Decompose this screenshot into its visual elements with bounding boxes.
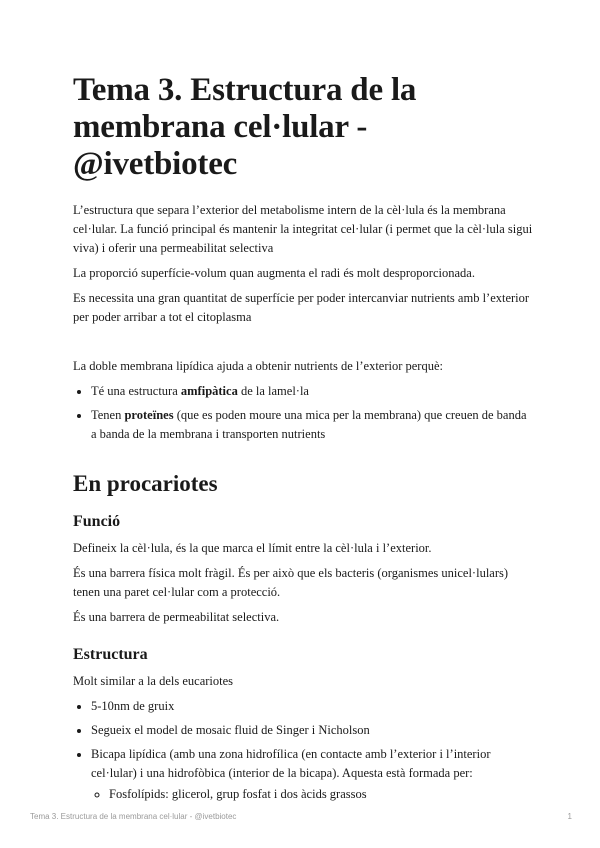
subheading-estructura: Estructura (73, 646, 148, 663)
list-item: • 5-10nm de gruix (91, 697, 533, 716)
funcio-paragraph-3: És una barrera de permeabilitat selectiva. (73, 610, 280, 624)
page-title: Tema 3. Estructura de la membrana cel·lular - @ivetbiotec (73, 72, 417, 182)
document-page (73, 72, 533, 809)
section-heading-procariotes: En procariotes (73, 471, 218, 496)
estructura-sublist (91, 785, 533, 804)
bilayer-lead: La doble membrana lipídica ajuda a obtenir nutrients de l’exterior perquè: (73, 359, 443, 373)
list-item: • Bicapa lipídica (amb una zona hidrofílica (en contacte amb l’exterior i l’interior cel·lular) i una hidrofòbica (interior de la bicapa). Aquesta està formada per: ◦ Fosfolípids: glicerol, grup fosfat i dos àcids grassos (91, 745, 533, 804)
intro-paragraph-1: L’estructura que separa l’exterior del metabolisme intern de la cèl·lula és la membrana cel·lular. La funció principal és mantenir la integritat cel·lular (i permet que la cèl·lula sigui viva) i oferir una permeabilitat selectiva (73, 203, 533, 255)
bilayer-list (73, 382, 533, 444)
list-item: • Tenen proteïnes (que es poden moure una mica per la membrana) que creuen de banda a banda de la membrana i transporten nutrients (91, 406, 533, 444)
funcio-paragraph-1: Defineix la cèl·lula, és la que marca el límit entre la cèl·lula i l’exterior. (73, 541, 432, 555)
page-footer (30, 812, 572, 821)
subheading-funcio: Funció (73, 513, 121, 530)
estructura-list (73, 697, 533, 804)
estructura-lead: Molt similar a la dels eucariotes (73, 674, 234, 688)
intro-paragraph-3: Es necessita una gran quantitat de superfície per poder intercanviar nutrients amb l’exterior per poder arribar a tot el citoplasma (73, 291, 530, 324)
intro-paragraph-2: La proporció superfície-volum quan augmenta el radi és molt desproporcionada. (73, 266, 475, 280)
list-item: • Té una estructura amfipàtica de la lamel·la (91, 382, 533, 401)
funcio-paragraph-2: És una barrera física molt fràgil. És per això que els bacteris (organismes unicel·lulars) tenen una paret cel·lular com a protecció. (73, 566, 509, 599)
footer-title: Tema 3. Estructura de la membrana cel·lular - @ivetbiotec (30, 812, 237, 821)
sublist-item: ◦ Fosfolípids: glicerol, grup fosfat i dos àcids grassos (109, 785, 533, 804)
page-number: 1 (567, 812, 572, 821)
section-spacer (73, 333, 533, 357)
list-item: • Segueix el model de mosaic fluid de Singer i Nicholson (91, 721, 533, 740)
